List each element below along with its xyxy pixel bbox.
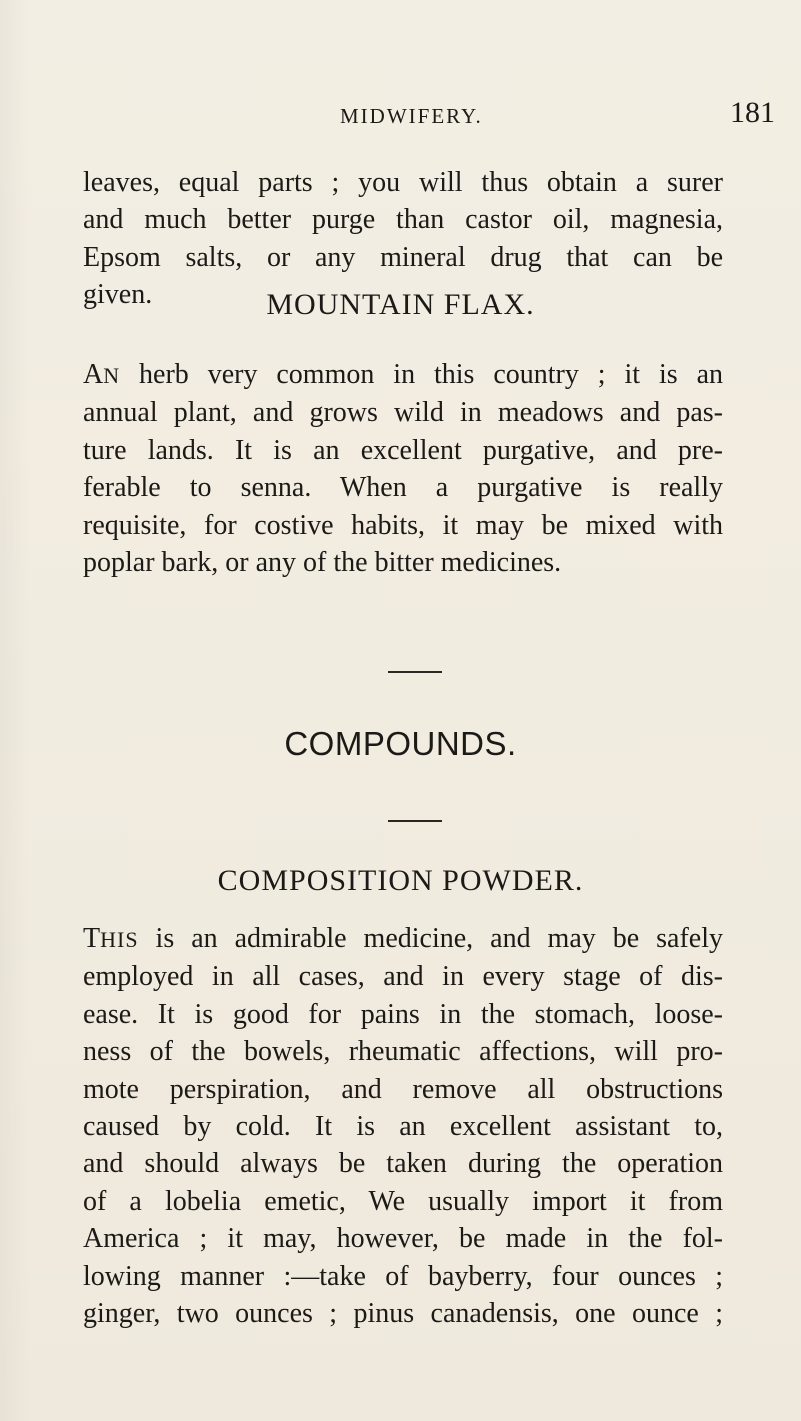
paragraph-line: ease. It is good for pains in the stomach, loose-	[83, 998, 723, 1030]
first-line-text: herb very common in this country ; it is an	[120, 359, 723, 390]
paragraph-line: ness of the bowels, rheumatic affections, will pro-	[83, 1036, 723, 1068]
paragraph-line: employed in all cases, and in every stage of dis-	[83, 961, 723, 993]
rule-divider	[388, 820, 442, 822]
heading-composition-powder: COMPOSITION POWDER.	[217, 864, 584, 897]
paragraph-line: ture lands. It is an excellent purgative, and pre-	[83, 434, 723, 466]
running-head	[0, 96, 801, 136]
paragraph-line: ferable to senna. When a purgative is really	[83, 472, 723, 504]
paragraph-line: requisite, for costive habits, it may be mixed with	[83, 509, 723, 541]
paragraph-line: given.	[83, 279, 153, 311]
lead-capital: A	[83, 359, 104, 390]
paragraph-line: Epsom salts, or any mineral drug that can be	[83, 241, 723, 273]
composition-powder-paragraph	[83, 920, 723, 1332]
paragraph-line: ginger, two ounces ; pinus canadensis, one ounce ;	[83, 1298, 723, 1330]
paragraph-line: annual plant, and grows wild in meadows and pas-	[83, 397, 723, 429]
paragraph-line: poplar bark, or any of the bitter medicines.	[83, 547, 562, 579]
paragraph-line: America ; it may, however, be made in the fol-	[83, 1223, 723, 1255]
paragraph-line: leaves, equal parts ; you will thus obtain a surer	[83, 167, 723, 198]
rule-divider	[388, 671, 442, 673]
running-title: MIDWIFERY.	[340, 104, 483, 128]
paragraph-line: mote perspiration, and remove all obstructions	[83, 1073, 723, 1105]
heading-mountain-flax: MOUNTAIN FLAX.	[266, 288, 535, 321]
lead-small-caps: N	[103, 363, 121, 388]
paragraph-first-line	[83, 920, 723, 958]
paragraph-line: caused by cold. It is an excellent assistant to,	[83, 1111, 723, 1143]
paragraph-line: of a lobelia emetic, We usually import it from	[83, 1185, 723, 1217]
lead-small-caps: HIS	[100, 927, 139, 952]
lead-capital: T	[83, 923, 101, 954]
paragraph-first-line	[83, 356, 723, 394]
paragraph-line: and should always be taken during the operation	[83, 1148, 723, 1180]
paragraph-line: and much better purge than castor oil, magnesia,	[83, 204, 723, 236]
mountain-flax-paragraph	[83, 356, 723, 581]
first-line-text: is an admirable medicine, and may be safely	[138, 923, 723, 954]
paragraph-line: lowing manner :—take of bayberry, four ounces ;	[83, 1260, 723, 1292]
section-heading-compounds: COMPOUNDS.	[284, 725, 517, 762]
page-number: 181	[730, 96, 775, 129]
